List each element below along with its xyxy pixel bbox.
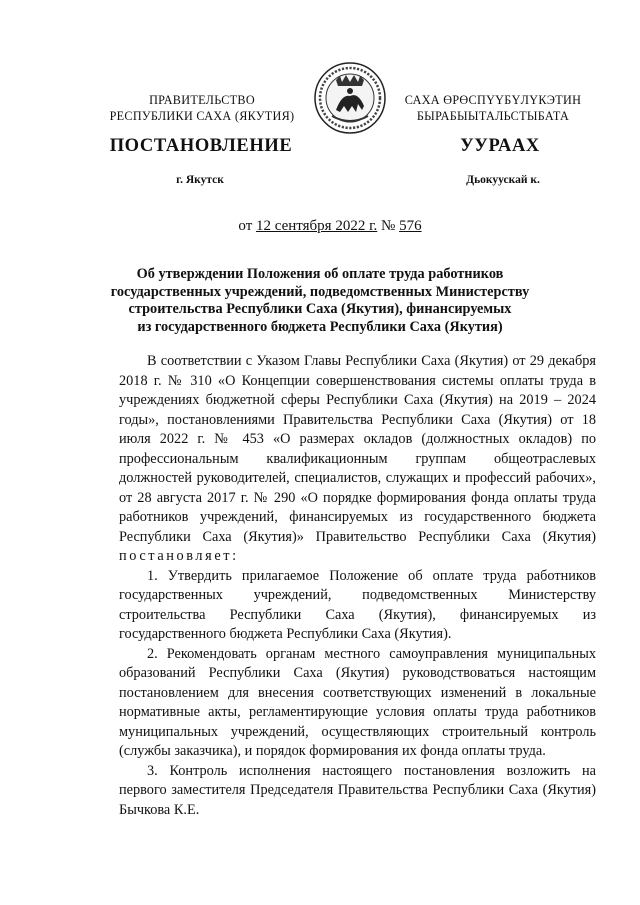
item-1-paragraph: 1. Утвердить прилагаемое Положение об оплате труда работников государственных учреждений, подведомственных Министерству строительства Республики Саха (Якутия), финансируемых из государственного бюджета Республики Саха (Якутия). (119, 567, 596, 642)
document-body (119, 352, 596, 820)
document-date: 12 сентября 2022 г. (256, 218, 378, 234)
coat-of-arms-emblem-icon (312, 60, 388, 136)
date-prefix: от (238, 218, 256, 234)
document-type-yakut: УУРААХ (460, 136, 540, 156)
city-russian: г. Якутск (176, 174, 224, 186)
item-2-paragraph: 2. Рекомендовать органам местного самоуправления муниципальных образований Республики Саха (Якутия) руководствоваться настоящим постановлением для внесения соответствующих изменений в локальные нормативные акты, регламентирующие условия оплаты труда работников муниципальных учреждений, осуществляющих строительный контроль (службы заказчика), и порядок формирования их фонда оплаты труда. (119, 645, 596, 759)
preamble-text: В соответствии с Указом Главы Республики Саха (Якутия) от 29 декабря 2018 г. № 310 «О Концепции совершенствования системы оплаты труда в учреждениях бюджетной сферы Республики Саха (Якутия) на 2019 – 2024 годы», постановлениями Правительства Республики Саха (Якутия) от 18 июля 2022 г. № 453 «О размерах окладов (должностных окладов) по профессиональным квалификационным группам общеотраслевых должностей руководителей, специалистов, служащих и профессий рабочих», от 28 августа 2017 г. № 290 «О порядке формирования фонда оплаты труда работников учреждений, финансируемых из государственного бюджета Республики Саха (Якутия)» Правительство Республики Саха (Якутия) (119, 353, 596, 545)
document-number: 576 (399, 218, 422, 234)
decree-word: постановляет: (119, 548, 239, 564)
document-type-russian: ПОСТАНОВЛЕНИЕ (109, 136, 293, 156)
title-line: из государственного бюджета Республики Саха (Якутия) (137, 318, 503, 335)
date-and-number (200, 218, 460, 235)
item-3-paragraph: 3. Контроль исполнения настоящего постановления возложить на первого заместителя Председателя Правительства Республики Саха (Якутия) Бычкова К.Е. (119, 762, 596, 818)
government-name-yakut-line1: САХА ӨРӨСПҮҮБҮЛҮКЭТИН (404, 93, 582, 107)
title-line: государственных учреждений, подведомственных Министерству (110, 283, 530, 300)
document-title (110, 266, 530, 336)
city-yakut: Дьокуускай к. (466, 174, 540, 186)
government-name-yakut (382, 92, 604, 124)
preamble-paragraph (119, 352, 596, 567)
government-name-russian (92, 92, 312, 124)
number-prefix: № (377, 218, 400, 234)
government-name-line1: ПРАВИТЕЛЬСТВО (149, 93, 255, 107)
title-line: Об утверждении Положения об оплате труда работников (136, 266, 504, 282)
government-name-line2: РЕСПУБЛИКИ САХА (ЯКУТИЯ) (109, 109, 295, 123)
title-line: строительства Республики Саха (Якутия), финансируемых (128, 301, 512, 317)
government-name-yakut-line2: БЫРАБЫЫТАЛЬСТЫБАТА (416, 109, 570, 123)
